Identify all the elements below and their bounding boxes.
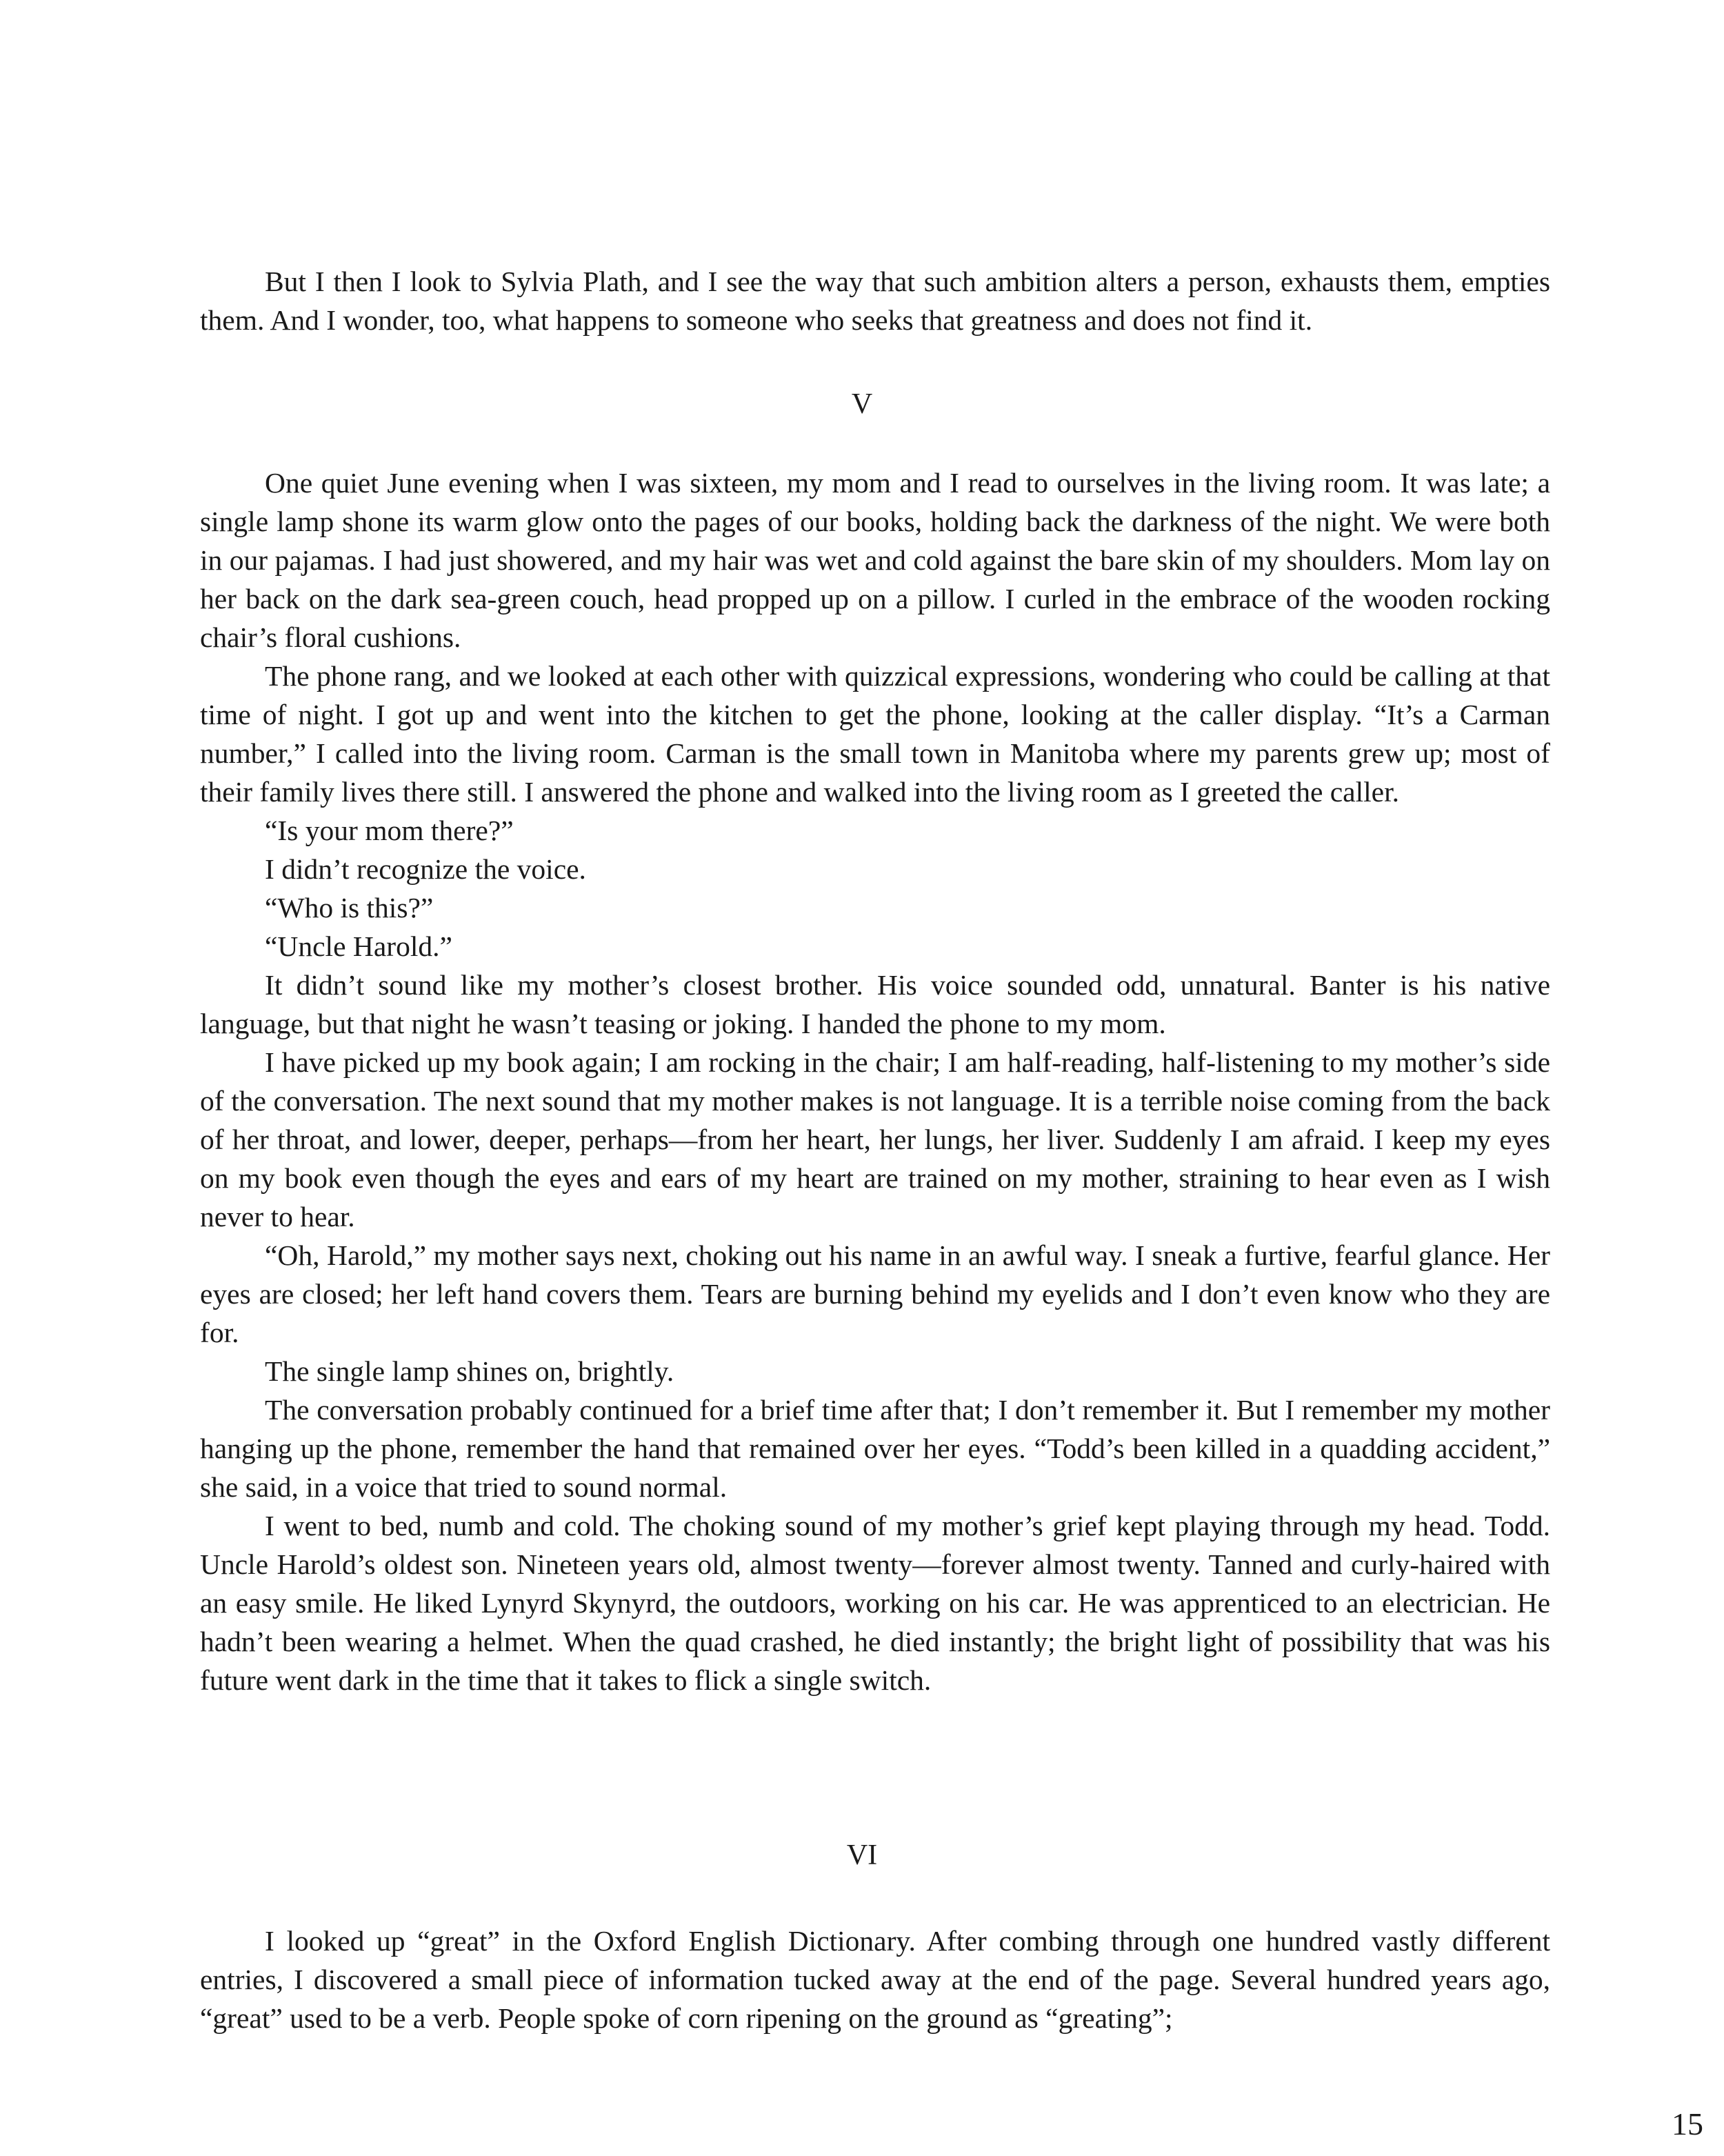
paragraph: The conversation probably continued for a brief time after that; I don’t remember it. But I remember my mother hanging up the phone, remember the hand that remained over her eyes. “Todd’s been killed in a quadding accident,” she said, in a voice that tried to sound normal. [200,1394,1550,1503]
paragraph: I didn’t recognize the voice. [265,853,586,885]
paragraph: “Uncle Harold.” [265,930,452,962]
section-intro [200,262,1550,339]
page-number: 15 [1672,2106,1703,2142]
section-heading-vi: VI [846,1839,878,1871]
section-vi-body [200,1922,1550,2037]
paragraph: But I then I look to Sylvia Plath, and I see the way that such ambition alters a person, exhausts them, empties them. And I wonder, too, what happens to someone who seeks that greatness and does not find it. [200,266,1550,336]
paragraph: “Is your mom there?” [265,815,514,846]
paragraph: It didn’t sound like my mother’s closest brother. His voice sounded odd, unnatural. Banter is his native language, but that night he wasn’t teasing or joking. I handed the phone to my mom. [200,969,1550,1039]
paragraph: “Oh, Harold,” my mother says next, choking out his name in an awful way. I sneak a furtive, fearful glance. Her eyes are closed; her left hand covers them. Tears are burning behind my eyelids and I don’t even know who they are for. [200,1239,1550,1348]
paragraph: The phone rang, and we looked at each other with quizzical expressions, wondering who could be calling at that time of night. I got up and went into the kitchen to get the phone, looking at the caller display. “It’s a Carman number,” I called into the living room. Carman is the small town in Manitoba where my parents grew up; most of their family lives there still. I answered the phone and walked into the living room as I greeted the caller. [200,660,1550,808]
paragraph: I have picked up my book again; I am rocking in the chair; I am half-reading, half-listening to my mother’s side of the conversation. The next sound that my mother makes is not language. It is a terrible noise coming from the back of her throat, and lower, deeper, perhaps—from her heart, her lungs, her liver. Suddenly I am afraid. I keep my eyes on my book even though the eyes and ears of my heart are trained on my mother, straining to hear even as I wish never to hear. [200,1046,1550,1232]
paragraph: I went to bed, numb and cold. The choking sound of my mother’s grief kept playing through my head. Todd. Uncle Harold’s oldest son. Nineteen years old, almost twenty—forever almost twenty. Tanned and curly-haired with an easy smile. He liked Lynyrd Skynyrd, the outdoors, working on his car. He was apprenticed to an electrician. He hadn’t been wearing a helmet. When the quad crashed, he died instantly; the bright light of possibility that was his future went dark in the time that it takes to flick a single switch. [200,1510,1550,1696]
section-v-body [200,463,1550,1699]
paragraph: I looked up “great” in the Oxford English Dictionary. After combing through one hundred vastly different entries, I discovered a small piece of information tucked away at the end of the page. Several hundred years ago, “great” used to be a verb. People spoke of corn ripening on the ground as “greating”; [200,1925,1550,2034]
paragraph: One quiet June evening when I was sixteen, my mom and I read to ourselves in the living room. It was late; a single lamp shone its warm glow onto the pages of our books, holding back the darkness of the night. We were both in our pajamas. I had just showered, and my hair was wet and cold against the bare skin of my shoulders. Mom lay on her back on the dark sea-green couch, head propped up on a pillow. I curled in the embrace of the wooden rocking chair’s floral cushions. [200,467,1550,653]
paragraph: The single lamp shines on, brightly. [265,1355,674,1387]
section-heading-v: V [851,388,873,420]
paragraph: “Who is this?” [265,892,434,924]
